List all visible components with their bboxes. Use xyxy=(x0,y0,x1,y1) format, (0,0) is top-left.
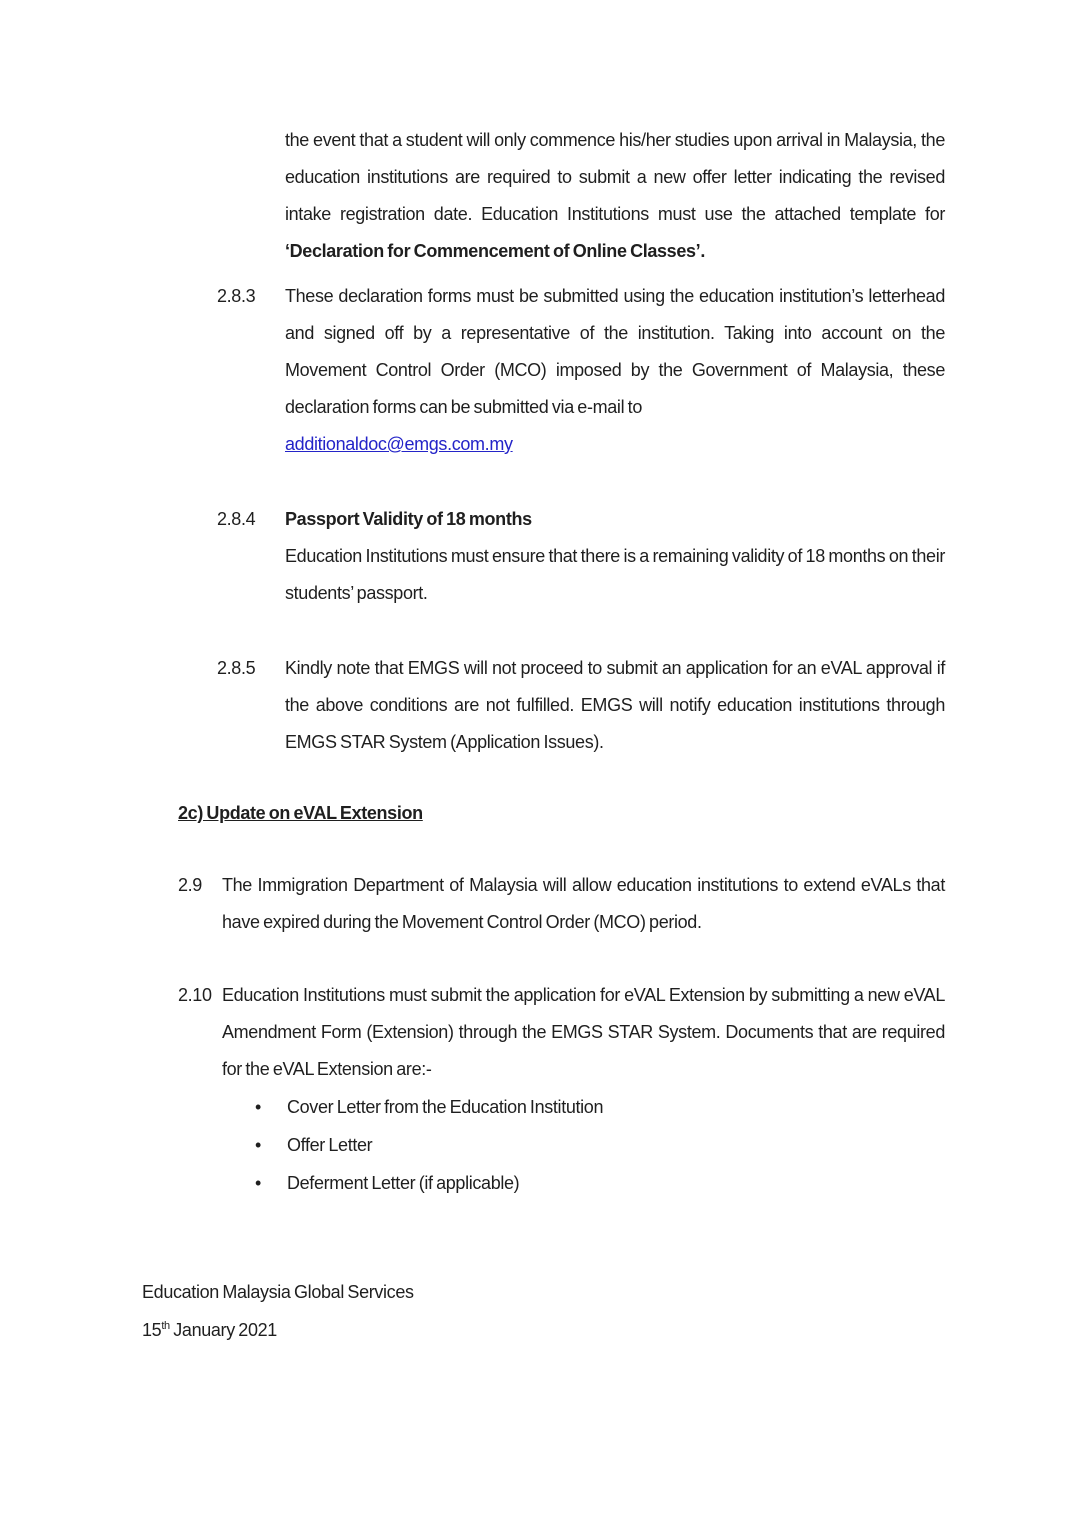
bullet-icon: • xyxy=(255,1173,261,1193)
section-2-8-4 xyxy=(217,501,945,612)
section-2-8-5-text: Kindly note that EMGS will not proceed to submit an application for an eVAL approval if the above conditions are not fulfilled. EMGS will notify education institutions through EMGS STAR System (Application Issues). xyxy=(285,658,945,752)
section-2-8-3-text: These declaration forms must be submitted using the education institution’s letterhead and signed off by a representative of the institution. Taking into account on the Movement Control Order (MCO) imposed by the Government of Malaysia, these declaration forms can be submitted via e-mail to xyxy=(285,286,945,417)
section-2-9-text: The Immigration Department of Malaysia will allow education institutions to extend eVALs that have expired during the Movement Control Order (MCO) period. xyxy=(222,875,945,932)
list-item xyxy=(255,1126,945,1164)
section-2-10 xyxy=(178,977,945,1088)
intro-paragraph xyxy=(285,122,945,270)
list-item-text: Offer Letter xyxy=(287,1135,373,1155)
intro-bold-text: ‘Declaration for Commencement of Online Classes’. xyxy=(285,241,705,261)
section-2-8-4-text: Education Institutions must ensure that there is a remaining validity of 18 months on their students’ passport. xyxy=(285,546,945,603)
section-2-9-number: 2.9 xyxy=(178,875,202,895)
section-heading-2c: 2c) Update on eVAL Extension xyxy=(178,803,423,823)
date-day: 15 xyxy=(142,1320,162,1340)
section-2-8-5-number: 2.8.5 xyxy=(217,658,256,678)
bullet-icon: • xyxy=(255,1097,261,1117)
list-item-text: Cover Letter from the Education Institution xyxy=(287,1097,604,1117)
date-ordinal: th xyxy=(161,1320,170,1332)
document-date xyxy=(142,1311,1080,1349)
section-2-8-3-number: 2.8.3 xyxy=(217,286,256,306)
section-2-8-4-number: 2.8.4 xyxy=(217,509,256,529)
list-item xyxy=(255,1088,945,1126)
section-2-8-3-body xyxy=(285,278,945,463)
section-2-10-text: Education Institutions must submit the application for eVAL Extension by submitting a new eVAL Amendment Form (Extension) through the EMGS STAR System. Documents that are required for the eVAL Extension are:- xyxy=(222,985,945,1079)
section-2-8-4-title: Passport Validity of 18 months xyxy=(285,509,532,529)
required-documents-list xyxy=(255,1088,945,1202)
intro-text: the event that a student will only commence his/her studies upon arrival in Malaysia, the education institutions are required to submit a new offer letter indicating the revised intake registration date. Education Institutions must use the attached template for xyxy=(285,130,945,224)
list-item xyxy=(255,1164,945,1202)
bullet-icon: • xyxy=(255,1135,261,1155)
section-2-8-5-body xyxy=(285,650,945,761)
section-2-9 xyxy=(178,867,945,941)
list-item-text: Deferment Letter (if applicable) xyxy=(287,1173,520,1193)
section-2-8-3 xyxy=(217,278,945,463)
date-rest: January 2021 xyxy=(169,1320,277,1340)
organization-name: Education Malaysia Global Services xyxy=(142,1282,414,1302)
section-2-10-body xyxy=(222,977,945,1088)
section-2-8-4-body xyxy=(285,501,945,612)
email-link[interactable]: additionaldoc@emgs.com.my xyxy=(285,434,513,454)
section-2-10-number: 2.10 xyxy=(178,985,212,1005)
section-2-8-5 xyxy=(217,650,945,761)
section-2-9-body xyxy=(222,867,945,941)
signature-block xyxy=(142,1273,1080,1349)
